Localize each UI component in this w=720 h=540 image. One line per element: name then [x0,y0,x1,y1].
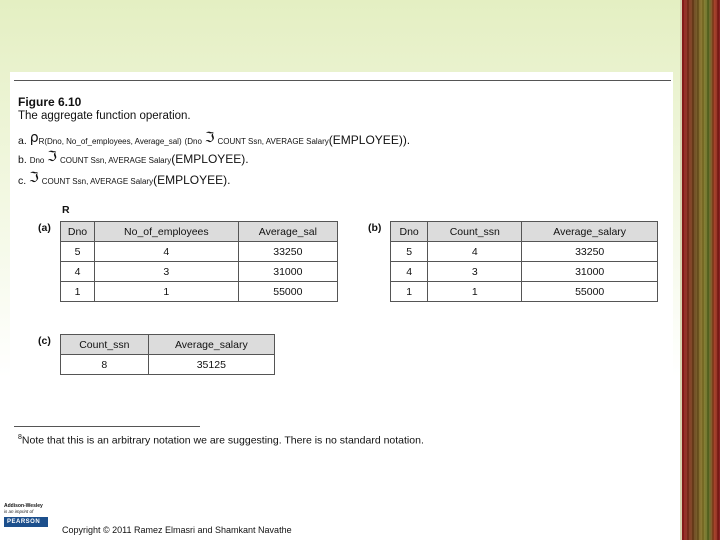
footnote-rule [14,426,200,427]
table-cell: 3 [428,262,522,282]
table-cell: 33250 [238,242,337,262]
table-cell: 4 [95,242,239,262]
table-cell: 4 [61,262,95,282]
table-cell: 4 [391,262,428,282]
result-relation-name: R [62,204,70,216]
table-cell: 1 [391,282,428,302]
table-b-label: (b) [368,222,382,234]
footnote [18,434,424,447]
column-header: Dno [61,222,95,242]
group-attribute: Dno [29,156,45,165]
table-cell: 55000 [522,282,658,302]
column-header: Average_sal [238,222,337,242]
table-cell: 5 [391,242,428,262]
table-header-row [61,335,275,355]
top-rule [14,80,671,81]
table-row [61,355,275,375]
table-row [61,282,338,302]
publisher-imprint: is an imprint of [4,509,34,514]
result-table-a [60,221,338,302]
table-cell: 4 [428,242,522,262]
expression-b [18,151,249,167]
copyright-text: Copyright © 2011 Ramez Elmasri and Shamkant Navathe [62,525,292,535]
group-attribute: (Dno [184,137,202,146]
function-subscript: COUNT Ssn, AVERAGE Salary [59,156,172,165]
table-row [391,242,658,262]
relation-name: (EMPLOYEE). [153,173,231,187]
table-row [61,262,338,282]
column-header: No_of_employees [95,222,239,242]
table-c-label: (c) [38,335,51,347]
rename-subscript: R(Dno, No_of_employees, Average_sal) [38,137,182,146]
aggregate-symbol: ℑ [29,170,39,186]
expression-label: b. [18,154,27,166]
decorative-side-stripe [682,0,720,540]
result-table-b [390,221,658,302]
footnote-mark: 8 [18,434,22,441]
table-header-row [391,222,658,242]
expression-label: a. [18,135,27,147]
table-cell: 1 [428,282,522,302]
table-cell: 5 [61,242,95,262]
table-a-label: (a) [38,222,51,234]
column-header: Average_salary [522,222,658,242]
function-subscript: COUNT Ssn, AVERAGE Salary [217,137,329,146]
table-header-row [61,222,338,242]
table-cell: 31000 [522,262,658,282]
relation-name: (EMPLOYEE). [171,152,249,166]
figure-title: Figure 6.10 [18,95,82,109]
expression-label: c. [18,175,27,187]
expression-a [18,132,410,148]
table-cell: 8 [61,355,149,375]
table-cell: 1 [95,282,239,302]
relation-name: (EMPLOYEE)). [328,133,411,147]
pearson-logo: PEARSON [4,517,48,527]
column-header: Dno [391,222,428,242]
table-cell: 33250 [522,242,658,262]
function-subscript: COUNT Ssn, AVERAGE Salary [41,177,154,186]
table-cell: 3 [95,262,239,282]
table-cell: 1 [61,282,95,302]
table-row [391,262,658,282]
rho-symbol: ρ [29,130,39,146]
publisher-name: Addison-Wesley [4,503,43,509]
table-cell: 31000 [238,262,337,282]
table-row [61,242,338,262]
figure-caption: The aggregate function operation. [18,110,191,122]
aggregate-symbol: ℑ [204,130,215,146]
column-header: Count_ssn [428,222,522,242]
table-cell: 55000 [238,282,337,302]
column-header: Average_salary [148,335,274,355]
result-table-c [60,334,275,375]
publisher-logo [4,503,52,527]
expression-c [18,172,230,188]
aggregate-symbol: ℑ [47,149,58,165]
table-row [391,282,658,302]
column-header: Count_ssn [61,335,149,355]
table-cell: 35125 [148,355,274,375]
footnote-text: Note that this is an arbitrary notation we are suggesting. There is no standard notation. [21,434,424,447]
